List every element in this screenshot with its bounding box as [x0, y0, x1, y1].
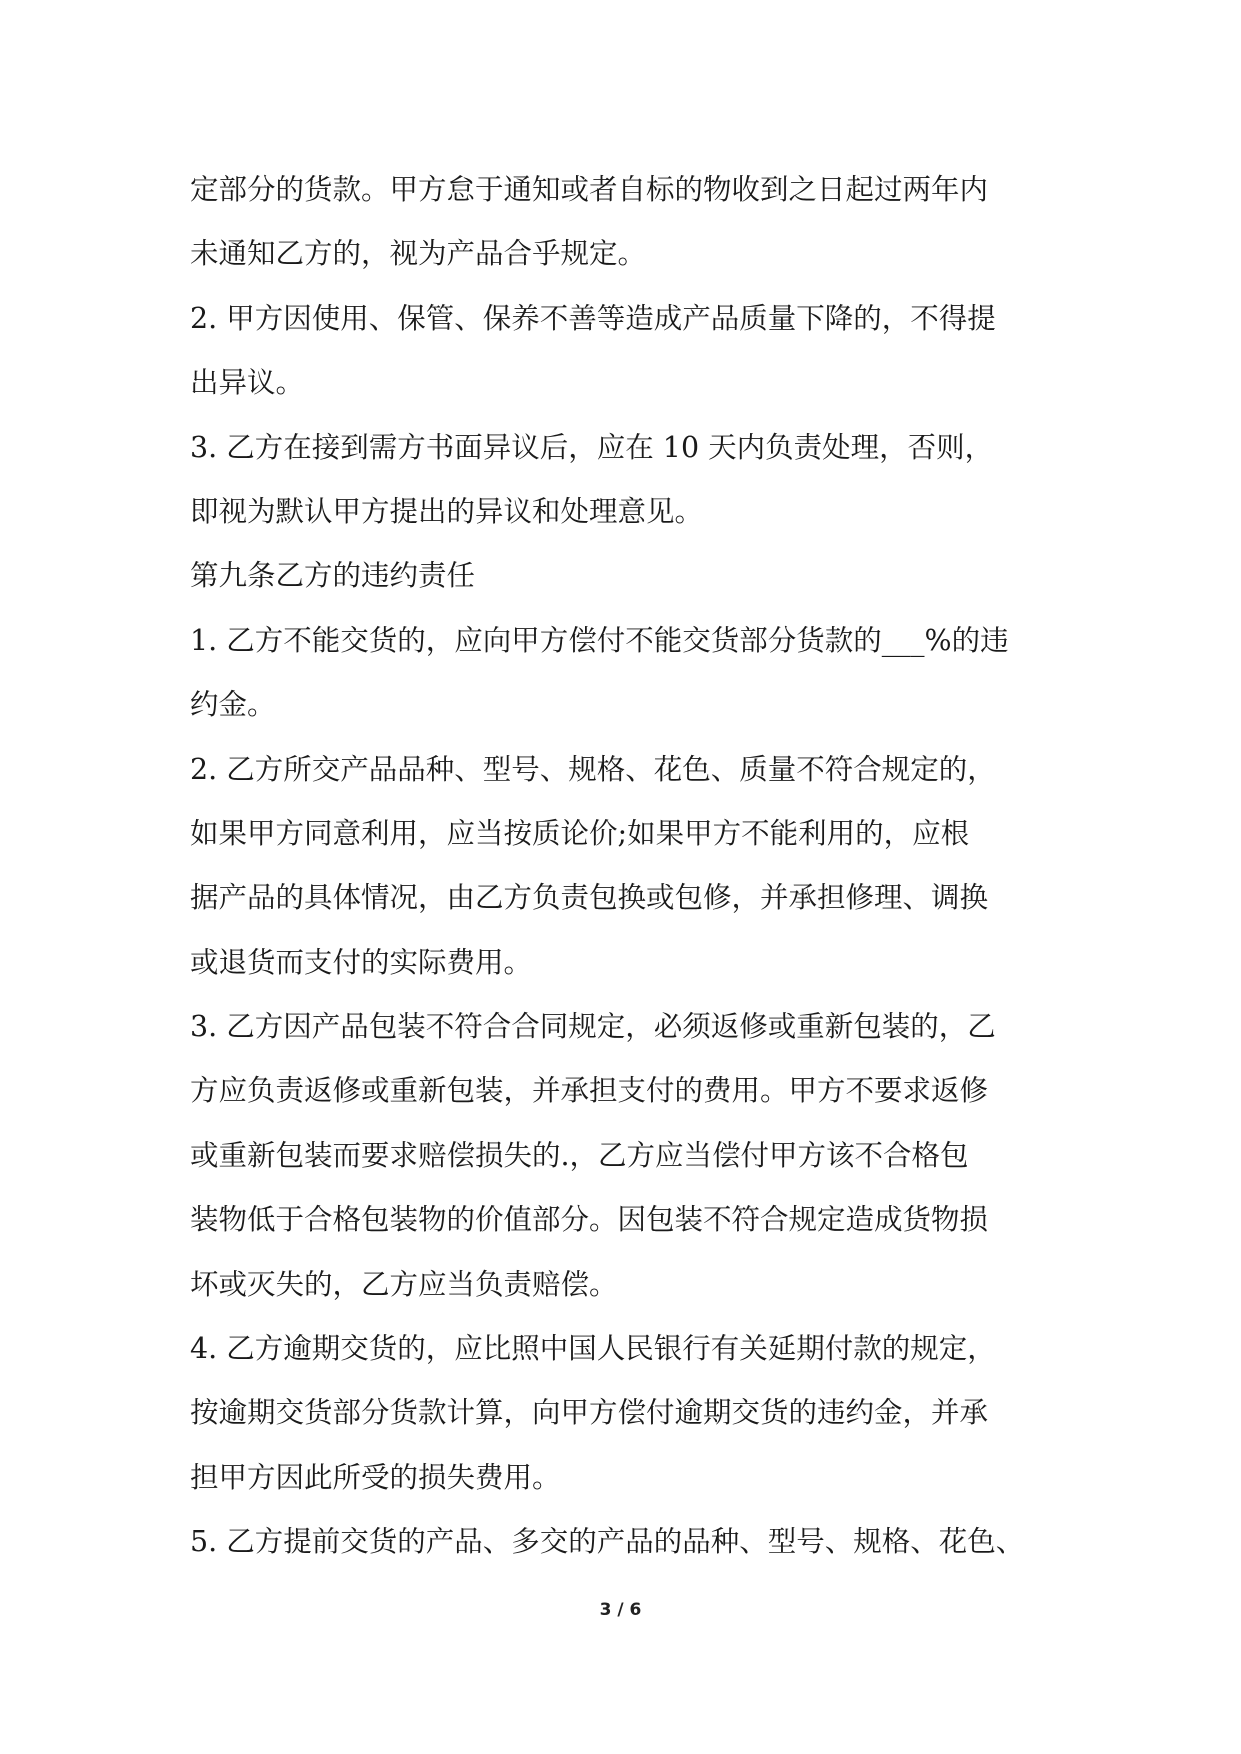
text-line: 即视为默认甲方提出的异议和处理意见。 [190, 494, 704, 528]
text-line: 1. 乙方不能交货的，应向甲方偿付不能交货部分货款的___%的违 [190, 623, 1009, 657]
text-line: 据产品的具体情况，由乙方负责包换或包修，并承担修理、调换 [190, 881, 989, 915]
text-line: 约金。 [190, 688, 276, 722]
text-line: 如果甲方同意利用，应当按质论价;如果甲方不能利用的，应根 [190, 816, 970, 850]
page-number: 3 / 6 [599, 1600, 642, 1620]
text-line: 4. 乙方逾期交货的，应比照中国人民银行有关延期付款的规定， [190, 1332, 996, 1366]
text-line: 2. 甲方因使用、保管、保养不善等造成产品质量下降的，不得提 [190, 301, 996, 335]
text-line: 方应负责返修或重新包装，并承担支付的费用。甲方不要求返修 [190, 1074, 989, 1108]
document-body [190, 158, 1060, 1575]
text-line: 按逾期交货部分货款计算，向甲方偿付逾期交货的违约金，并承 [190, 1396, 989, 1430]
text-line: 3. 乙方在接到需方书面异议后，应在 10 天内负责处理，否则， [190, 430, 994, 464]
text-line: 未通知乙方的，视为产品合乎规定。 [190, 237, 647, 271]
text-line: 或重新包装而要求赔偿损失的.，乙方应当偿付甲方该不合格包 [190, 1138, 969, 1172]
text-line: 担甲方因此所受的损失费用。 [190, 1460, 561, 1494]
section-heading: 第九条乙方的违约责任 [190, 559, 476, 593]
text-line: 3. 乙方因产品包装不符合合同规定，必须返修或重新包装的，乙 [190, 1010, 996, 1044]
text-line: 出异议。 [190, 366, 305, 400]
text-line: 2. 乙方所交产品品种、型号、规格、花色、质量不符合规定的， [190, 752, 996, 786]
text-line: 装物低于合格包装物的价值部分。因包装不符合规定造成货物损 [190, 1203, 989, 1237]
text-line: 定部分的货款。甲方怠于通知或者自标的物收到之日起过两年内 [190, 173, 989, 206]
text-line: 坏或灭失的，乙方应当负责赔偿。 [190, 1267, 618, 1301]
text-line: 5. 乙方提前交货的产品、多交的产品的品种、型号、规格、花色、 [190, 1525, 1025, 1559]
text-line: 或退货而支付的实际费用。 [190, 945, 533, 979]
